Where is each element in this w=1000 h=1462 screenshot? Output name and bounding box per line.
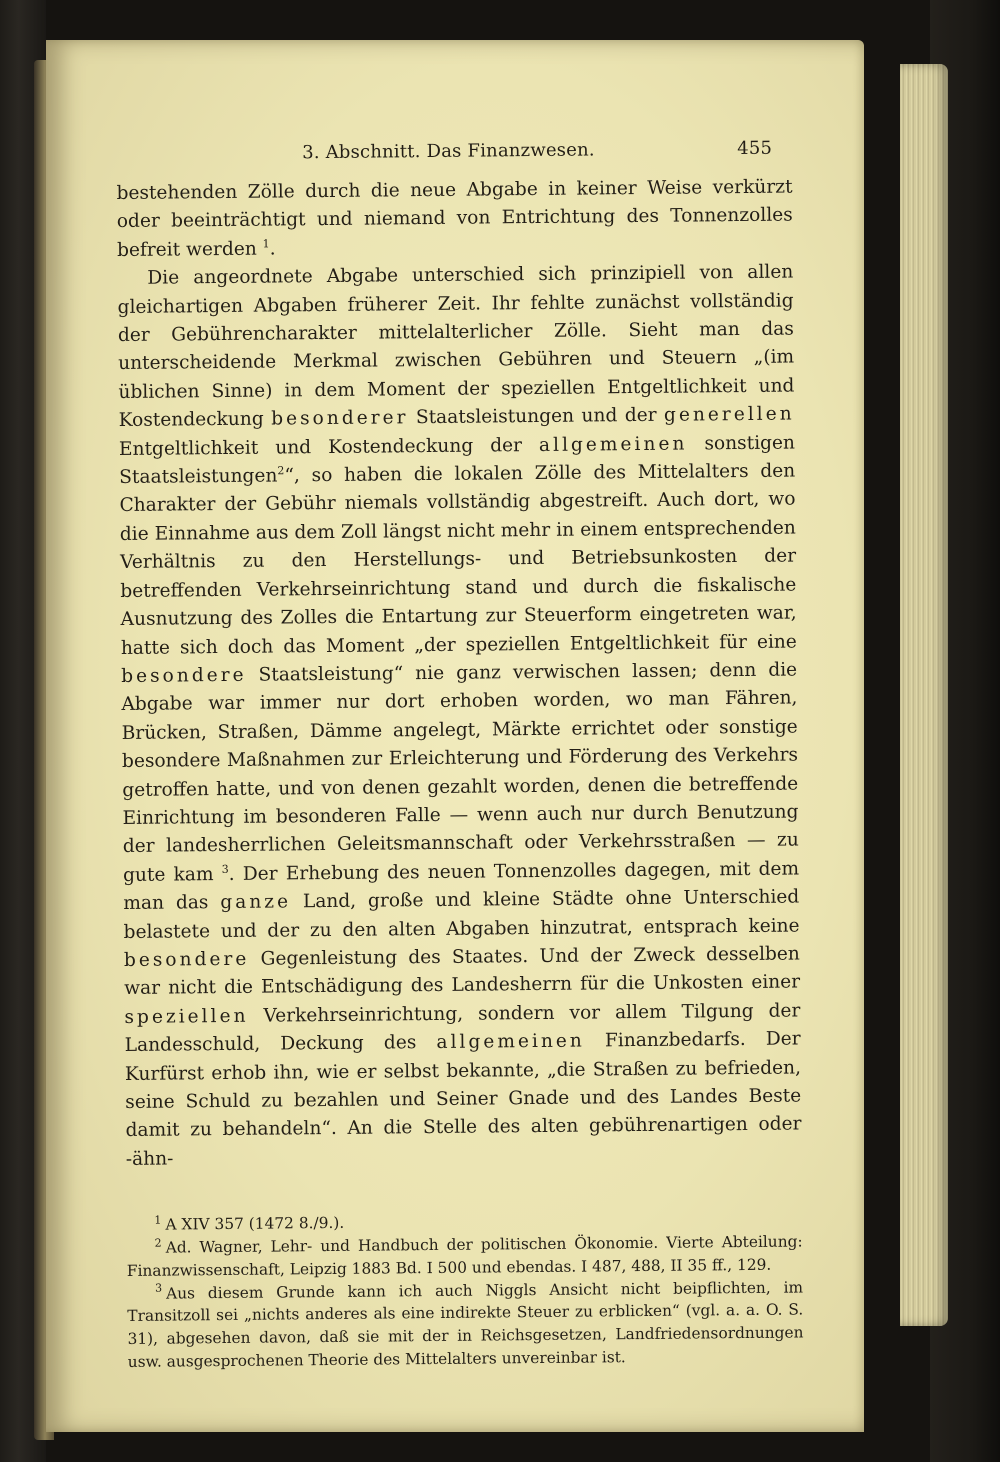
footnote-ref-2: 2 [277,464,285,478]
p2-part-i: Gegenleistung des Staates. Und der Zweck desselben war nicht die Entschädigung des Landesherrn für die Unkosten einer [124,943,801,1000]
paragraph-1-text: bestehenden Zölle durch die neue Abgabe in keiner Weise verkürzt oder beeinträchtigt und niemand von Entrichtung des Tonnenzolles befreit werden [116,176,793,261]
footnote-2 [127,1230,803,1282]
p2-spaced-speziellen: speziellen [124,1005,249,1028]
section-title: 3. Abschnitt. Das Finanzwesen. [302,139,595,164]
p2-part-k: Finanzbedarfs. Der Kurfürst erhob ihn, wie er selbst bekannte, „die Straßen zu befrieden, seine Schuld zu bezahlen und Seiner Gnade und des Landes Beste damit zu behandeln“. An die Stelle des alten gebührenartigen oder -ähn- [124,1028,802,1170]
p2-spaced-besondere-2: besondere [123,948,250,971]
footnote-1-mark: 1 [154,1213,162,1227]
p2-part-c: Entgeltlichkeit und Kostendeckung der [118,434,523,460]
footnote-3-text: Aus diesem Grunde kann ich auch Niggls Ansicht nicht beipflichten, im Transitzoll sei „nichts anderes als eine indirekte Steuer zu erblicken“ (vgl. a. a. O. S. 31), abgesehen davon, daß sie mit der in Reichsgesetzen, Landfriedensordnungen usw. ausgesprochenen Theorie des Mittelalters unvereinbar ist. [127,1278,804,1371]
footnote-ref-3: 3 [221,862,229,876]
footnote-ref-1: 1 [262,237,270,251]
p2-spaced-generellen: generellen [663,403,795,427]
p2-part-b: Staatsleistungen und der [415,405,657,429]
p2-part-j: Verkehrseinrichtung, sondern vor allem Tilgung der Landesschuld, Deckung des [124,1000,801,1057]
paragraph-2 [117,259,802,1174]
p2-part-a: Die angeordnete Abgabe unterschied sich prinzipiell von allen gleichartigen Abgaben früherer Zeit. Ihr fehlte zunächst vollständig der Gebührencharakter mittelalterlicher Zölle. Sieht man das unterscheidende Merkmal zwischen Gebühren und Steuern „(im üblichen Sinne) in dem Moment der speziellen Entgeltlichkeit und Kostendeckung [117,261,795,432]
footnote-2-text: Ad. Wagner, Lehr- und Handbuch der politischen Ökonomie. Vierte Abteilung: Finanzwissenschaft, Leipzig 1883 Bd. I 500 und ebendas. I 487, 488, II 35 ff., 129. [126,1232,803,1280]
p2-spaced-besonderer: besonderer [271,407,409,430]
p2-part-e: “, so haben die lokalen Zölle des Mittelalters den Charakter der Gebühr niemals vollständig abgestreift. Auch dort, wo die Einnahme aus dem Zoll längst nicht mehr in einem entsprechenden Verhältnis zu den Herstellungs- und Betriebsunkosten der betreffenden Verkehrseinrichtung stand und durch die fiskalische Ausnutzung des Zolles die Entartung zur Steuerform eingetreten war, hatte sich doch das Moment „der speziellen Entgeltlichkeit für eine [119,460,797,659]
paragraph-1-end: . [269,238,276,260]
p2-part-f: Staatsleistung“ nie ganz verwischen lassen; denn die Abgabe war immer nur dort erhoben worden, wo man Fähren, Brücken, Straßen, Dämme angelegt, Märkte errichtet oder sonstige besondere Maßnahmen zur Erleichterung und Förderung des Verkehrs getroffen hatte, und von denen gezahlt worden, denen die betreffende Einrichtung im besonderen Falle — wenn auch nur durch Benutzung der landesherrlichen Geleitsmannschaft oder Verkehrsstraßen — zu gute kam [121,659,799,886]
footnote-3-mark: 3 [154,1282,163,1296]
p2-spaced-allgemeinen-2: allgemeinen [436,1030,585,1054]
p2-part-d: sonstigen Staatsleistungen [119,432,796,489]
footnote-1-text: A XIV 357 (1472 8./9.). [165,1214,345,1234]
footnote-2-mark: 2 [154,1236,162,1250]
p2-spaced-besondere: besondere [121,664,247,687]
page-stack-edge [900,64,948,1326]
footnotes [126,1208,804,1374]
body-text [116,174,802,1175]
running-header [116,132,792,174]
p2-part-g: . Der Erhebung des neuen Tonnenzolles dagegen, mit dem man das [123,858,800,915]
p2-spaced-allgemeinen: allgemeinen [538,433,688,456]
p2-spaced-ganze: ganze [220,891,292,914]
footnote-3 [127,1276,804,1374]
paragraph-1 [116,174,793,266]
book-page [46,40,864,1432]
p2-part-h: Land, große und kleine Städte ohne Unterschied belastete und der zu den alten Abgaben hinzutrat, entsprach keine [123,886,800,943]
page-content [116,132,804,1374]
page-number: 455 [737,137,773,160]
